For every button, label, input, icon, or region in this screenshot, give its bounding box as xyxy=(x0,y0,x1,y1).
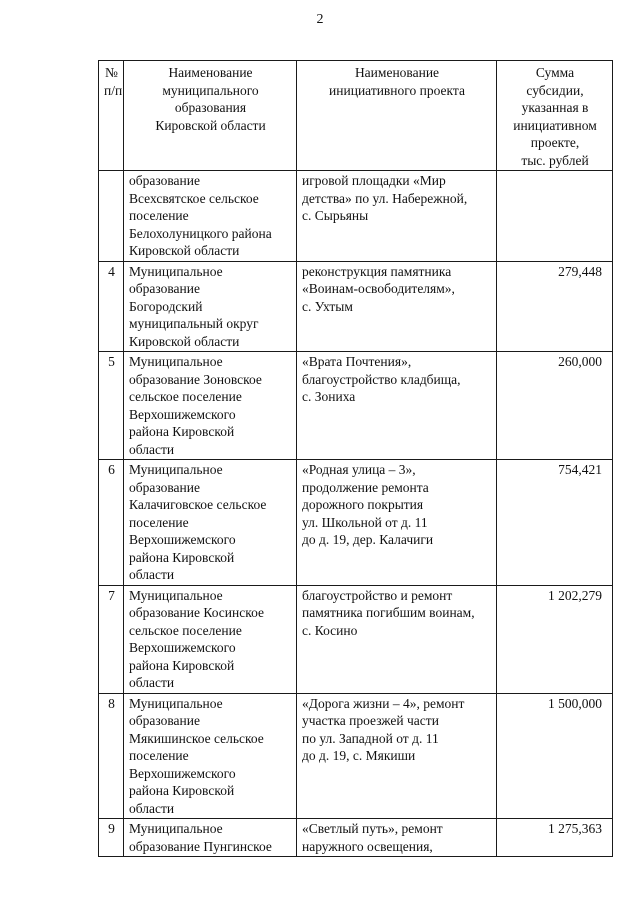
project-line: участка проезжей части xyxy=(302,713,439,728)
header-municipality-line: Кировской области xyxy=(155,117,266,133)
header-amount-line: проекте, xyxy=(530,135,580,150)
municipality-line: области xyxy=(129,800,175,816)
municipality-line: поселение xyxy=(129,208,189,223)
project-line: реконструкция памятника xyxy=(302,263,452,279)
municipality-line: Верхошижемского xyxy=(129,406,236,422)
municipality-line: области xyxy=(129,675,175,690)
row-number: 8 xyxy=(99,693,124,819)
project-cell xyxy=(297,171,497,262)
project-line: «Врата Почтения», xyxy=(302,354,412,369)
project-line: с. Сырьяны xyxy=(302,208,369,223)
header-amount-line: тыс. рублей xyxy=(521,152,589,168)
row-number: 4 xyxy=(99,261,124,352)
project-cell xyxy=(297,585,497,693)
subsidy-amount xyxy=(497,171,613,262)
page-number: 2 xyxy=(316,12,324,27)
subsidy-amount: 1 500,000 xyxy=(497,693,613,819)
municipality-line: поселение xyxy=(129,514,189,530)
municipality-line: сельское поселение xyxy=(129,622,242,638)
municipality-line: области xyxy=(129,441,175,457)
header-num-line: № xyxy=(105,65,118,80)
row-number: 9 xyxy=(99,819,124,857)
header-amount-line: субсидии, xyxy=(526,82,584,98)
project-line: с. Зониха xyxy=(302,389,356,404)
subsidy-amount: 1 275,363 xyxy=(497,819,613,857)
table-row xyxy=(99,352,613,460)
municipality-cell xyxy=(124,352,297,460)
municipality-line: сельское поселение xyxy=(129,389,242,404)
municipality-line: Муниципальное xyxy=(129,354,223,369)
table-row xyxy=(99,460,613,586)
municipality-cell xyxy=(124,585,297,693)
municipality-line: муниципальный округ xyxy=(129,316,259,331)
project-line: по ул. Западной от д. 11 xyxy=(302,730,439,746)
project-cell xyxy=(297,352,497,460)
subsidy-amount: 279,448 xyxy=(497,261,613,352)
municipality-line: Мякишинское сельское xyxy=(129,730,264,746)
table-row xyxy=(99,693,613,819)
header-amount-line: Сумма xyxy=(535,65,575,80)
project-line: с. Косино xyxy=(302,622,358,638)
project-line: благоустройство и ремонт xyxy=(302,587,453,603)
municipality-line: Муниципальное xyxy=(129,821,223,836)
subsidy-amount: 754,421 xyxy=(497,460,613,586)
header-amount-line: инициативном xyxy=(513,117,597,133)
subsidy-amount: 260,000 xyxy=(497,352,613,460)
project-cell xyxy=(297,261,497,352)
project-line: игровой площадки «Мир xyxy=(302,173,446,188)
municipality-line: Всехсвятское сельское xyxy=(129,190,259,206)
row-number: 5 xyxy=(99,352,124,460)
project-cell xyxy=(297,819,497,857)
municipality-line: образование Пунгинское xyxy=(129,838,272,854)
municipality-line: Муниципальное xyxy=(129,462,223,477)
table-row xyxy=(99,261,613,352)
row-number xyxy=(99,171,124,262)
header-amount-line: указанная в xyxy=(521,100,589,115)
project-line: до д. 19, с. Мякиши xyxy=(302,748,416,763)
project-cell xyxy=(297,460,497,586)
municipality-cell xyxy=(124,460,297,586)
project-line: благоустройство кладбища, xyxy=(302,371,461,387)
header-project xyxy=(297,61,497,171)
municipality-line: Кировской области xyxy=(129,333,240,349)
municipality-cell xyxy=(124,819,297,857)
header-municipality xyxy=(124,61,297,171)
row-number: 6 xyxy=(99,460,124,586)
municipality-line: Кировской области xyxy=(129,243,240,258)
municipality-line: Белохолуницкого района xyxy=(129,225,272,241)
header-project-line: Наименование xyxy=(354,65,440,80)
municipality-line: района Кировской xyxy=(129,549,235,565)
project-line: до д. 19, дер. Калачиги xyxy=(302,532,434,547)
municipality-line: Муниципальное xyxy=(129,263,223,279)
table-row xyxy=(99,819,613,857)
project-line: с. Ухтым xyxy=(302,298,353,314)
municipality-line: Верхошижемского xyxy=(129,532,236,547)
project-line: наружного освещения, xyxy=(302,838,433,854)
project-line: «Родная улица – 3», xyxy=(302,462,416,477)
row-number: 7 xyxy=(99,585,124,693)
header-municipality-line: муниципального xyxy=(162,82,259,98)
municipality-cell xyxy=(124,261,297,352)
municipality-line: Муниципальное xyxy=(129,587,223,603)
municipality-line: области xyxy=(129,567,175,582)
header-num xyxy=(99,61,124,171)
municipality-line: образование Косинское xyxy=(129,605,264,620)
municipality-line: образование xyxy=(129,479,200,495)
project-line: ул. Школьной от д. 11 xyxy=(302,514,428,530)
municipality-line: поселение xyxy=(129,748,189,763)
project-line: памятника погибшим воинам, xyxy=(302,605,475,620)
municipality-line: образование xyxy=(129,281,200,296)
project-line: «Дорога жизни – 4», ремонт xyxy=(302,695,465,711)
header-municipality-line: образования xyxy=(174,100,247,115)
municipality-line: района Кировской xyxy=(129,657,235,673)
municipality-line: Верхошижемского xyxy=(129,765,236,781)
municipality-line: района Кировской xyxy=(129,424,235,439)
header-num-line: п/п xyxy=(104,82,123,98)
municipality-line: района Кировской xyxy=(129,783,235,798)
project-line: продолжение ремонта xyxy=(302,479,429,495)
project-line: «Светлый путь», ремонт xyxy=(302,821,443,836)
municipality-cell xyxy=(124,693,297,819)
table-header-row xyxy=(99,61,613,171)
project-cell xyxy=(297,693,497,819)
municipality-line: образование xyxy=(129,173,200,188)
municipality-line: Калачиговское сельское xyxy=(129,497,267,512)
municipality-line: Верхошижемского xyxy=(129,640,236,655)
municipality-cell xyxy=(124,171,297,262)
header-project-line: инициативного проекта xyxy=(329,82,465,98)
municipality-line: Богородский xyxy=(129,298,203,314)
municipality-line: Муниципальное xyxy=(129,695,223,711)
project-line: «Воинам-освободителям», xyxy=(302,281,455,296)
project-line: дорожного покрытия xyxy=(302,497,424,512)
header-municipality-line: Наименование xyxy=(168,65,253,80)
table-body xyxy=(99,171,613,857)
municipality-line: образование xyxy=(129,713,200,728)
header-amount xyxy=(497,61,613,171)
table-row xyxy=(99,171,613,262)
subsidy-amount: 1 202,279 xyxy=(497,585,613,693)
municipality-line: образование Зоновское xyxy=(129,371,262,387)
table-row xyxy=(99,585,613,693)
subsidy-table xyxy=(98,60,613,857)
project-line: детства» по ул. Набережной, xyxy=(302,190,468,206)
